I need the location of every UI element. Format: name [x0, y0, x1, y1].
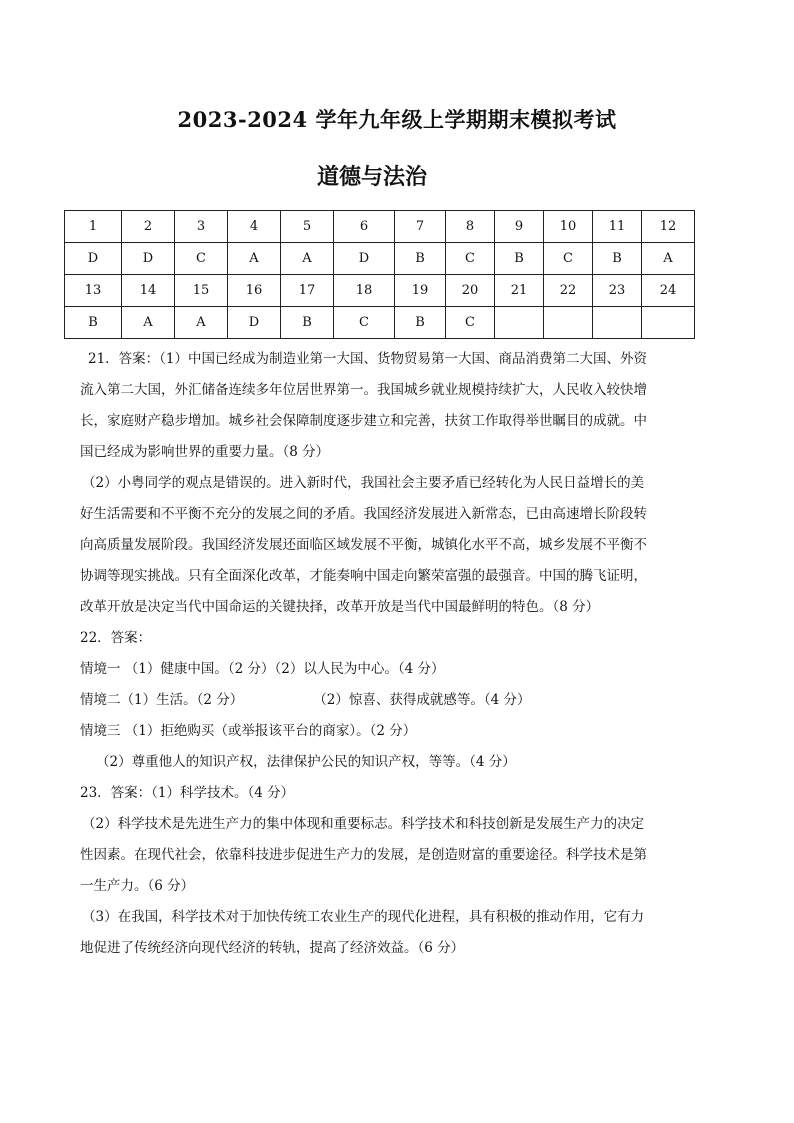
answer-table-cell: 22 [544, 275, 593, 307]
answer-line: 国已经成为影响世界的重要力量。（8 分） [80, 444, 330, 460]
answer-table-cell: 2 [122, 211, 175, 243]
answer-line: 好生活需要和不平衡不充分的发展之间的矛盾。我国经济发展进入新常态，已由高速增长阶段转 [80, 506, 647, 522]
answer-table-cell: D [228, 307, 281, 339]
answer-table-cell: 12 [642, 211, 695, 243]
answer-line: 协调等现实挑战。只有全面深化改革，才能奏响中国走向繁荣富强的最强音。中国的腾飞证明， [80, 568, 647, 584]
answer-line: 情境一 （1）健康中国。（2 分）（2）以人民为中心。（4 分） [80, 661, 445, 677]
answer-line [80, 685, 688, 716]
answer-line: 改革开放是决定当代中国命运的关键抉择，改革开放是当代中国最鲜明的特色。（8 分） [80, 599, 600, 615]
answer-table-cell: 19 [395, 275, 446, 307]
answer-table-cell: 5 [281, 211, 334, 243]
answer-table-cell: C [446, 243, 495, 275]
answer-line: 性因素。在现代社会，依靠科技进步促进生产力的发展，是创造财富的重要途径。科学技术是第 [80, 847, 647, 863]
answer-line: 向高质量发展阶段。我国经济发展还面临区域发展不平衡，城镇化水平不高，城乡发展不平衡不 [80, 537, 647, 553]
answer-table-row [65, 275, 695, 307]
answer-table-cell: 4 [228, 211, 281, 243]
answer-table-cell: A [642, 243, 695, 275]
answer-table-cell: 10 [544, 211, 593, 243]
answer-table-cell: 23 [593, 275, 642, 307]
answer-table-cell: 17 [281, 275, 334, 307]
page-title: 2023-2024 学年九年级上学期期末模拟考试 [177, 107, 617, 132]
answer-table-cell: C [334, 307, 395, 339]
answer-table-cell: 13 [65, 275, 122, 307]
answer-table-cell: A [281, 243, 334, 275]
answer-table-cell: A [175, 307, 228, 339]
answer-table-cell: 18 [334, 275, 395, 307]
answer-segment: 情境二（1）生活。（2 分） [80, 692, 244, 708]
answer-table-cell: B [281, 307, 334, 339]
answer-table-cell: A [228, 243, 281, 275]
answer-table-cell: B [395, 307, 446, 339]
answer-table-cell: B [593, 243, 642, 275]
answer-line: （2）尊重他人的知识产权，法律保护公民的知识产权，等等。（4 分） [96, 754, 516, 770]
answer-table-cell: C [544, 243, 593, 275]
answer-line: 地促进了传统经济向现代经济的转轨，提高了经济效益。（6 分） [80, 940, 465, 956]
answer-table-cell: 16 [228, 275, 281, 307]
answer-table-cell: 8 [446, 211, 495, 243]
answer-table-row [65, 307, 695, 339]
answer-table-cell [593, 307, 642, 339]
answer-table-row [65, 211, 695, 243]
answer-line: 情境三 （1）拒绝购买（或举报该平台的商家）。（2 分） [80, 723, 417, 739]
answer-segment: （2）惊喜、获得成就感等。（4 分） [313, 692, 531, 708]
answer-table-cell: 11 [593, 211, 642, 243]
answer-line: 长，家庭财产稳步增加。城乡社会保障制度逐步建立和完善，扶贫工作取得举世瞩目的成就。中 [80, 413, 647, 429]
answer-table-cell [642, 307, 695, 339]
answer-table-cell: 20 [446, 275, 495, 307]
answer-table-cell [544, 307, 593, 339]
answer-table-cell: B [65, 307, 122, 339]
answer-table-cell: D [65, 243, 122, 275]
answer-table-cell: 9 [495, 211, 544, 243]
answer-line: 22．答案： [80, 630, 152, 646]
answer-table-cell: 6 [334, 211, 395, 243]
answer-table-cell: B [395, 243, 446, 275]
answer-table-cell: 3 [175, 211, 228, 243]
answer-table-cell: 1 [65, 211, 122, 243]
answer-line: （2）小粤同学的观点是错误的。进入新时代，我国社会主要矛盾已经转化为人民日益增长的美 [82, 475, 645, 491]
answer-line: 21．答案：（1）中国已经成为制造业第一大国、货物贸易第一大国、商品消费第二大国、外资 [88, 351, 648, 367]
answer-table-cell: C [175, 243, 228, 275]
answer-table-cell: A [122, 307, 175, 339]
answer-table-cell: B [495, 243, 544, 275]
answer-table [64, 210, 695, 339]
answer-table-row [65, 243, 695, 275]
answer-body [80, 344, 688, 964]
answer-line: （3）在我国，科学技术对于加快传统工农业生产的现代化进程，具有积极的推动作用，它有力 [82, 909, 645, 925]
answer-table-cell: 14 [122, 275, 175, 307]
answer-table-cell: D [334, 243, 395, 275]
answer-table-cell: 24 [642, 275, 695, 307]
answer-table-cell: 15 [175, 275, 228, 307]
page-subtitle: 道德与法治 [316, 164, 427, 190]
answer-table-cell: D [122, 243, 175, 275]
answer-table-cell: 21 [495, 275, 544, 307]
answer-table-cell [495, 307, 544, 339]
answer-line: 一生产力。（6 分） [80, 878, 195, 894]
answer-line: 23．答案：（1）科学技术。（4 分） [80, 785, 295, 801]
answer-table-cell: 7 [395, 211, 446, 243]
answer-table-cell: C [446, 307, 495, 339]
answer-line: 流入第二大国，外汇储备连续多年位居世界第一。我国城乡就业规模持续扩大，人民收入较快增 [80, 382, 647, 398]
answer-line: （2）科学技术是先进生产力的集中体现和重要标志。科学技术和科技创新是发展生产力的决定 [82, 816, 645, 832]
